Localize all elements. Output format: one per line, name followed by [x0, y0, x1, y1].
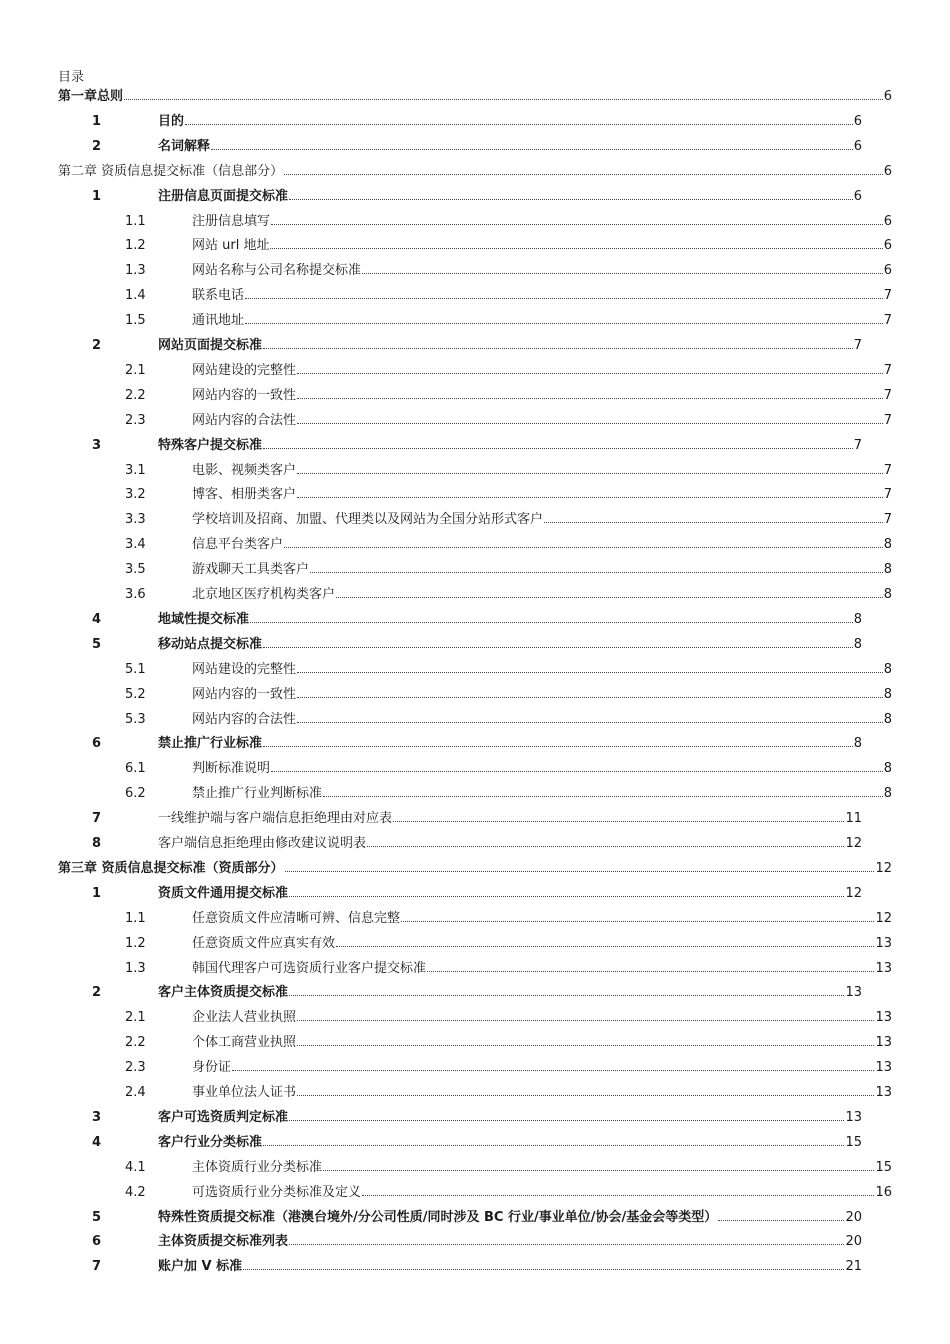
dot-leader	[297, 373, 883, 374]
toc-entry-title: 个体工商营业执照	[192, 1035, 297, 1051]
dot-leader	[245, 298, 883, 299]
toc-entry-number: 5.3	[125, 711, 146, 727]
toc-entry-title: 博客、相册类客户	[192, 487, 297, 503]
toc-entry-number: 8	[92, 836, 102, 851]
toc-entry-number: 1.3	[125, 960, 146, 976]
toc-entry[interactable]	[0, 1232, 950, 1252]
toc-entry[interactable]	[0, 560, 950, 580]
toc-entry-number: 6	[92, 1234, 102, 1250]
dot-leader	[297, 497, 883, 498]
dot-leader	[289, 896, 844, 897]
toc-entry-title: 网站内容的合法性	[192, 412, 297, 428]
dot-leader	[401, 921, 874, 922]
dot-leader	[367, 846, 844, 847]
toc-entry-title: 电影、视频类客户	[192, 462, 297, 478]
toc-entry-page: 13	[875, 1085, 892, 1100]
toc-entry-title: 网站页面提交标准	[158, 338, 263, 353]
toc-entry-title: 注册信息填写	[192, 213, 271, 229]
toc-entry-title: 第三章 资质信息提交标准（资质部分）	[58, 860, 284, 876]
toc-entry-page: 8	[853, 611, 862, 627]
toc-entry-number: 2.2	[125, 1035, 146, 1051]
toc-entry[interactable]	[0, 585, 950, 605]
toc-entry[interactable]	[0, 361, 950, 381]
toc-entry[interactable]	[0, 1133, 950, 1153]
toc-entry-title: 北京地区医疗机构类客户	[192, 587, 336, 602]
toc-entry-page: 7	[853, 338, 862, 353]
toc-entry[interactable]	[0, 959, 950, 979]
dot-leader	[124, 99, 883, 100]
toc-entry-page: 15	[845, 1134, 862, 1150]
toc-entry-title: 游戏聊天工具类客户	[192, 562, 310, 578]
toc-entry-number: 1.3	[125, 263, 146, 279]
toc-entry-page: 12	[845, 885, 862, 901]
toc-entry-title: 注册信息页面提交标准	[158, 188, 289, 204]
dot-leader	[263, 647, 853, 648]
toc-entry[interactable]	[0, 1158, 950, 1178]
toc-entry-page: 13	[875, 1035, 892, 1051]
dot-leader	[263, 1145, 844, 1146]
toc-entry[interactable]	[0, 809, 950, 829]
toc-entry-title: 资质文件通用提交标准	[158, 885, 289, 901]
dot-leader	[285, 871, 875, 872]
toc-entry[interactable]	[0, 535, 950, 555]
toc-title: 目录	[58, 70, 85, 85]
toc-entry-number: 5.1	[125, 661, 146, 677]
toc-entry[interactable]	[0, 610, 950, 630]
toc-entry-page: 8	[883, 587, 892, 602]
toc-entry-title: 通讯地址	[192, 313, 245, 329]
dot-leader	[336, 946, 874, 947]
toc-entry[interactable]	[0, 983, 950, 1003]
toc-entry-title: 客户端信息拒绝理由修改建议说明表	[158, 836, 367, 851]
toc-entry-page: 8	[853, 736, 862, 752]
dot-leader	[393, 821, 844, 822]
toc-entry-title: 网站 url 地址	[192, 238, 270, 254]
toc-entry[interactable]	[0, 485, 950, 505]
toc-entry[interactable]	[0, 834, 950, 854]
toc-entry-page: 15	[875, 1159, 892, 1175]
dot-leader	[263, 448, 853, 449]
toc-entry-page: 6	[853, 138, 862, 154]
toc-entry-page: 21	[845, 1259, 862, 1275]
dot-leader	[232, 1070, 874, 1071]
toc-entry-title: 客户行业分类标准	[158, 1134, 263, 1150]
dot-leader	[289, 1244, 844, 1245]
toc-entry-number: 3	[92, 1109, 102, 1125]
toc-entry-page: 11	[845, 811, 862, 827]
toc-entry[interactable]	[0, 386, 950, 406]
dot-leader	[289, 995, 844, 996]
toc-entry[interactable]	[0, 1083, 950, 1103]
toc-entry-title: 主体资质提交标准列表	[158, 1234, 289, 1250]
toc-entry[interactable]	[0, 1033, 950, 1053]
toc-entry[interactable]	[0, 1257, 950, 1277]
dot-leader	[243, 1269, 844, 1270]
toc-entry-title: 名词解释	[158, 138, 211, 154]
toc-entry[interactable]	[0, 112, 950, 132]
toc-entry-page: 7	[853, 437, 862, 453]
toc-entry-number: 2	[92, 138, 102, 154]
toc-entry-title: 第一章总则	[58, 89, 124, 104]
toc-entry[interactable]	[0, 1058, 950, 1078]
dot-leader	[271, 771, 883, 772]
toc-entry-number: 4	[92, 611, 102, 627]
toc-entry-title: 韩国代理客户可选资质行业客户提交标准	[192, 960, 427, 976]
dot-leader	[245, 323, 883, 324]
dot-leader	[289, 1120, 844, 1121]
toc-entry[interactable]	[0, 784, 950, 804]
toc-entry-number: 2	[92, 985, 102, 1001]
toc-entry-number: 3.5	[125, 562, 146, 578]
toc-entry-page: 13	[875, 1010, 892, 1026]
toc-entry-title: 网站内容的合法性	[192, 711, 297, 727]
toc-entry[interactable]	[0, 710, 950, 730]
toc-entry-number: 4.2	[125, 1184, 146, 1200]
toc-entry-title: 信息平台类客户	[192, 537, 284, 553]
toc-entry-number: 1	[92, 113, 102, 129]
toc-entry-page: 6	[883, 163, 892, 179]
toc-entry-title: 网站建设的完整性	[192, 362, 297, 378]
toc-entry-page: 7	[883, 362, 892, 378]
toc-entry-page: 13	[845, 985, 862, 1001]
dot-leader	[284, 174, 883, 175]
dot-leader	[263, 746, 853, 747]
toc-entry[interactable]	[0, 261, 950, 281]
toc-entry[interactable]	[0, 187, 950, 207]
toc-entry-number: 2.1	[125, 362, 146, 378]
toc-entry-title: 企业法人营业执照	[192, 1010, 297, 1026]
toc-entry-page: 7	[883, 387, 892, 403]
toc-entry[interactable]	[0, 411, 950, 431]
toc-entry[interactable]	[0, 162, 950, 182]
toc-entry-title: 客户可选资质判定标准	[158, 1109, 289, 1125]
dot-leader	[362, 273, 883, 274]
toc-entry-page: 12	[875, 910, 892, 926]
toc-entry[interactable]	[0, 1183, 950, 1203]
toc-entry-number: 1.2	[125, 935, 146, 951]
toc-entry[interactable]	[0, 510, 950, 530]
dot-leader	[185, 124, 853, 125]
toc-entry-number: 4	[92, 1134, 102, 1150]
toc-entry-page: 7	[883, 462, 892, 478]
toc-entry-page: 20	[845, 1234, 862, 1250]
toc-entry-title: 特殊客户提交标准	[158, 437, 263, 453]
toc-entry-title: 一线维护端与客户端信息拒绝理由对应表	[158, 811, 393, 827]
toc-entry[interactable]	[0, 212, 950, 232]
toc-entry-title: 目的	[158, 113, 185, 129]
dot-leader	[544, 522, 883, 523]
toc-entry[interactable]	[0, 859, 950, 879]
toc-entry-title: 身份证	[192, 1060, 232, 1076]
toc-entry-title: 网站建设的完整性	[192, 661, 297, 677]
toc-entry-page: 7	[883, 487, 892, 503]
toc-entry-title: 账户加 V 标准	[158, 1259, 243, 1275]
toc-entry-page: 8	[883, 537, 892, 553]
toc-entry-number: 2.3	[125, 1060, 146, 1076]
toc-entry-page: 7	[883, 512, 892, 528]
dot-leader	[427, 971, 874, 972]
toc-entry[interactable]	[0, 685, 950, 705]
toc-entry-page: 6	[883, 213, 892, 229]
toc-entry-title: 禁止推广行业标准	[158, 736, 263, 752]
toc-entry-title: 地域性提交标准	[158, 611, 250, 627]
dot-leader	[297, 423, 883, 424]
toc-entry-title: 可选资质行业分类标准及定义	[192, 1184, 362, 1200]
toc-entry-page: 16	[875, 1184, 892, 1200]
toc-entry-page: 6	[883, 238, 892, 254]
toc-entry-number: 3.6	[125, 587, 146, 602]
toc-entry-title: 特殊性资质提交标准（港澳台境外/分公司性质/同时涉及 BC 行业/事业单位/协会/基金会等类型）	[158, 1209, 718, 1225]
dot-leader	[718, 1220, 844, 1221]
toc-entry-title: 网站内容的一致性	[192, 387, 297, 403]
toc-entry-page: 7	[883, 313, 892, 329]
toc-entry-title: 网站内容的一致性	[192, 686, 297, 702]
toc-entry-number: 7	[92, 1259, 102, 1275]
toc-entry-page: 8	[883, 786, 892, 802]
toc-entry-number: 5	[92, 636, 102, 652]
toc-entry[interactable]	[0, 884, 950, 904]
toc-entry-number: 5.2	[125, 686, 146, 702]
dot-leader	[362, 1195, 874, 1196]
toc-entry-number: 6.2	[125, 786, 146, 802]
dot-leader	[310, 572, 883, 573]
toc-entry-number: 2	[92, 338, 102, 353]
toc-entry-number: 1.5	[125, 313, 146, 329]
toc-entry-number: 6	[92, 736, 102, 752]
toc-entry[interactable]	[0, 286, 950, 306]
dot-leader	[336, 597, 883, 598]
toc-entry[interactable]	[0, 236, 950, 256]
dot-leader	[297, 1095, 874, 1096]
toc-entry-title: 任意资质文件应清晰可辨、信息完整	[192, 910, 401, 926]
toc-entry-title: 任意资质文件应真实有效	[192, 935, 336, 951]
toc-entry-number: 6.1	[125, 761, 146, 777]
toc-entry-title: 事业单位法人证书	[192, 1085, 297, 1100]
toc-entry-number: 3.4	[125, 537, 146, 553]
dot-leader	[271, 224, 883, 225]
toc-entry-page: 20	[845, 1209, 862, 1225]
dot-leader	[297, 722, 883, 723]
toc-entry-number: 1	[92, 885, 102, 901]
toc-entry-page: 7	[883, 412, 892, 428]
toc-entry-page: 13	[875, 935, 892, 951]
toc-entry-number: 4.1	[125, 1159, 146, 1175]
toc-entry-number: 2.2	[125, 387, 146, 403]
toc-entry[interactable]	[0, 909, 950, 929]
toc-entry-page: 8	[883, 711, 892, 727]
toc-entry[interactable]	[0, 635, 950, 655]
toc-entry-page: 6	[853, 188, 862, 204]
dot-leader	[323, 796, 883, 797]
toc-entry[interactable]	[0, 660, 950, 680]
toc-entry-title: 判断标准说明	[192, 761, 271, 777]
toc-entry-title: 客户主体资质提交标准	[158, 985, 289, 1001]
toc-entry-page: 13	[875, 960, 892, 976]
toc-entry-number: 1.4	[125, 288, 146, 304]
toc-entry[interactable]	[0, 436, 950, 456]
toc-entry-number: 3	[92, 437, 102, 453]
toc-entry-title: 网站名称与公司名称提交标准	[192, 263, 362, 279]
toc-entry-page: 6	[883, 263, 892, 279]
toc-entry-number: 2.1	[125, 1010, 146, 1026]
toc-entry-page: 12	[845, 836, 862, 851]
toc-entry-page: 6	[883, 89, 892, 104]
dot-leader	[297, 1020, 874, 1021]
toc-entry-page: 7	[883, 288, 892, 304]
toc-entry-number: 1.1	[125, 910, 146, 926]
toc-entry[interactable]	[0, 934, 950, 954]
toc-entry[interactable]	[0, 336, 950, 356]
toc-entry-page: 8	[883, 562, 892, 578]
toc-entry-title: 联系电话	[192, 288, 245, 304]
toc-entry-number: 1.2	[125, 238, 146, 254]
toc-entry-page: 8	[883, 661, 892, 677]
toc-entry-page: 13	[875, 1060, 892, 1076]
toc-entry-page: 6	[853, 113, 862, 129]
dot-leader	[297, 398, 883, 399]
toc-entry-page: 8	[883, 686, 892, 702]
dot-leader	[289, 199, 853, 200]
toc-entry-page: 13	[845, 1109, 862, 1125]
toc-entry[interactable]	[0, 734, 950, 754]
dot-leader	[263, 348, 853, 349]
toc-entry-page: 12	[875, 860, 892, 876]
dot-leader	[270, 248, 882, 249]
dot-leader	[284, 547, 883, 548]
toc-entry[interactable]	[0, 1208, 950, 1228]
dot-leader	[297, 1045, 874, 1046]
dot-leader	[297, 697, 883, 698]
toc-entry[interactable]	[0, 1008, 950, 1028]
dot-leader	[297, 473, 883, 474]
toc-entry-number: 2.4	[125, 1085, 146, 1100]
toc-entry[interactable]	[0, 461, 950, 481]
toc-entry-number: 7	[92, 811, 102, 827]
toc-entry[interactable]	[0, 311, 950, 331]
dot-leader	[297, 672, 883, 673]
toc-entry-number: 3.1	[125, 462, 146, 478]
toc-entry-title: 第二章 资质信息提交标准（信息部分）	[58, 163, 284, 179]
toc-entry-number: 3.2	[125, 487, 146, 503]
toc-entry-page: 8	[883, 761, 892, 777]
dot-leader	[250, 622, 853, 623]
toc-entry-title: 移动站点提交标准	[158, 636, 263, 652]
dot-leader	[211, 149, 853, 150]
toc-entry[interactable]	[0, 1108, 950, 1128]
toc-entry[interactable]	[0, 87, 950, 107]
toc-entry[interactable]	[0, 759, 950, 779]
toc-entry-number: 2.3	[125, 412, 146, 428]
toc-entry-number: 5	[92, 1209, 102, 1225]
dot-leader	[323, 1170, 874, 1171]
toc-entry-number: 1.1	[125, 213, 146, 229]
toc-entry[interactable]	[0, 137, 950, 157]
toc-entry-number: 3.3	[125, 512, 146, 528]
toc-entry-title: 禁止推广行业判断标准	[192, 786, 323, 802]
toc-entry-title: 学校培训及招商、加盟、代理类以及网站为全国分站形式客户	[192, 512, 544, 528]
toc-entry-title: 主体资质行业分类标准	[192, 1159, 323, 1175]
toc-entry-page: 8	[853, 636, 862, 652]
toc-entry-number: 1	[92, 188, 102, 204]
